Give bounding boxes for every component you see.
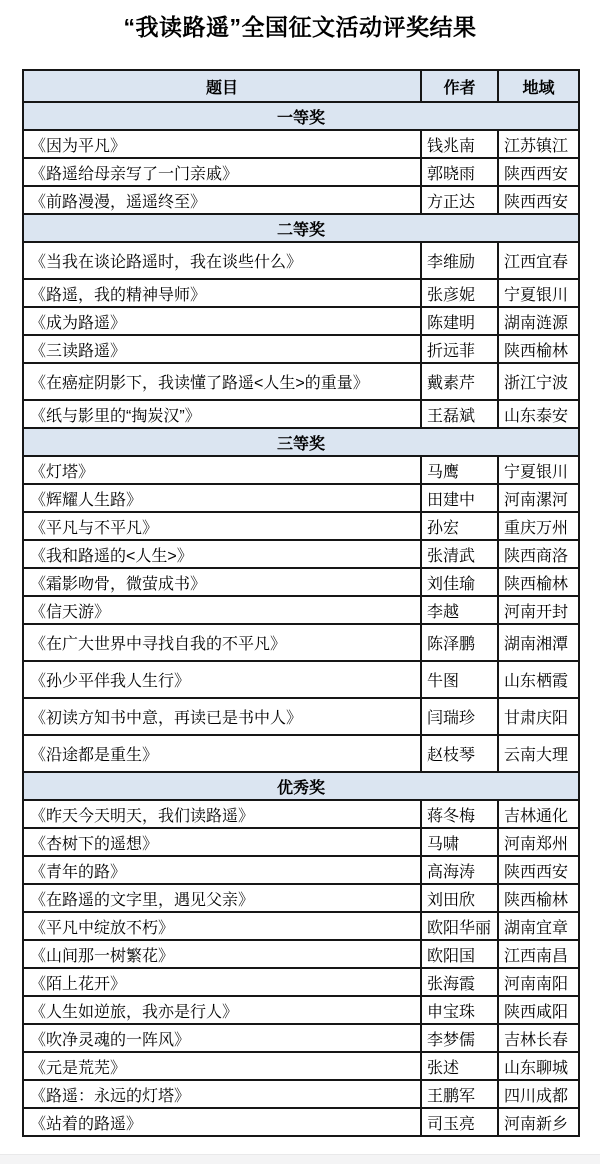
essay-title-cell: 《纸与影里的“掏炭汉”》 <box>23 400 421 428</box>
region-cell: 陕西咸阳 <box>498 996 579 1024</box>
region-cell: 湖南宜章 <box>498 912 579 940</box>
table-row <box>23 456 579 484</box>
table-row <box>23 1024 579 1052</box>
table-row <box>23 335 579 363</box>
essay-title-cell: 《站着的路遥》 <box>23 1108 421 1136</box>
table-row <box>23 484 579 512</box>
table-row <box>23 940 579 968</box>
author-cell: 王磊斌 <box>421 400 498 428</box>
page-bottom-edge <box>0 1154 600 1164</box>
essay-title-cell: 《三读路遥》 <box>23 335 421 363</box>
region-cell: 河南新乡 <box>498 1108 579 1136</box>
table-row <box>23 884 579 912</box>
essay-title-cell: 《沿途都是重生》 <box>23 735 421 772</box>
author-cell: 郭晓雨 <box>421 158 498 186</box>
region-cell: 重庆万州 <box>498 512 579 540</box>
region-cell: 陕西商洛 <box>498 540 579 568</box>
author-cell: 欧阳华丽 <box>421 912 498 940</box>
region-cell: 湖南涟源 <box>498 307 579 335</box>
essay-title-cell: 《当我在谈论路遥时，我在谈些什么》 <box>23 242 421 279</box>
table-row <box>23 242 579 279</box>
author-cell: 张彦妮 <box>421 279 498 307</box>
region-cell: 宁夏银川 <box>498 279 579 307</box>
table-row <box>23 568 579 596</box>
essay-title-cell: 《成为路遥》 <box>23 307 421 335</box>
region-cell: 河南郑州 <box>498 828 579 856</box>
region-cell: 陕西西安 <box>498 158 579 186</box>
essay-title-cell: 《孙少平伴我人生行》 <box>23 661 421 698</box>
author-cell: 王鹏军 <box>421 1080 498 1108</box>
table-row <box>23 800 579 828</box>
essay-title-cell: 《人生如逆旅，我亦是行人》 <box>23 996 421 1024</box>
table-row <box>23 996 579 1024</box>
table-row <box>23 735 579 772</box>
section-header-row <box>23 428 579 456</box>
essay-title-cell: 《平凡中绽放不朽》 <box>23 912 421 940</box>
essay-title-cell: 《前路漫漫，遥遥终至》 <box>23 186 421 214</box>
author-cell: 张清武 <box>421 540 498 568</box>
column-header-title: 题目 <box>23 70 421 102</box>
essay-title-cell: 《路遥给母亲写了一门亲戚》 <box>23 158 421 186</box>
region-cell: 江苏镇江 <box>498 130 579 158</box>
author-cell: 钱兆南 <box>421 130 498 158</box>
author-cell: 陈建明 <box>421 307 498 335</box>
region-cell: 湖南湘潭 <box>498 624 579 661</box>
section-header-row <box>23 214 579 242</box>
section-header-row <box>23 772 579 800</box>
author-cell: 方正达 <box>421 186 498 214</box>
section-header-label: 二等奖 <box>23 214 579 242</box>
essay-title-cell: 《山间那一树繁花》 <box>23 940 421 968</box>
region-cell: 江西南昌 <box>498 940 579 968</box>
section-header-label: 三等奖 <box>23 428 579 456</box>
region-cell: 河南开封 <box>498 596 579 624</box>
region-cell: 陕西榆林 <box>498 568 579 596</box>
author-cell: 戴素芹 <box>421 363 498 400</box>
author-cell: 赵枝琴 <box>421 735 498 772</box>
table-row <box>23 856 579 884</box>
essay-title-cell: 《元是荒芜》 <box>23 1052 421 1080</box>
region-cell: 河南漯河 <box>498 484 579 512</box>
region-cell: 山东栖霞 <box>498 661 579 698</box>
essay-title-cell: 《因为平凡》 <box>23 130 421 158</box>
table-row <box>23 279 579 307</box>
essay-title-cell: 《在路遥的文字里，遇见父亲》 <box>23 884 421 912</box>
author-cell: 田建中 <box>421 484 498 512</box>
region-cell: 陕西西安 <box>498 186 579 214</box>
region-cell: 陕西榆林 <box>498 884 579 912</box>
author-cell: 牛图 <box>421 661 498 698</box>
author-cell: 折远菲 <box>421 335 498 363</box>
table-row <box>23 624 579 661</box>
table-row <box>23 363 579 400</box>
essay-title-cell: 《辉耀人生路》 <box>23 484 421 512</box>
essay-title-cell: 《在广大世界中寻找自我的不平凡》 <box>23 624 421 661</box>
region-cell: 山东泰安 <box>498 400 579 428</box>
author-cell: 蒋冬梅 <box>421 800 498 828</box>
region-cell: 浙江宁波 <box>498 363 579 400</box>
page <box>0 9 600 1164</box>
author-cell: 马鹰 <box>421 456 498 484</box>
table-row <box>23 158 579 186</box>
column-header-author: 作者 <box>421 70 498 102</box>
table-row <box>23 540 579 568</box>
essay-title-cell: 《初读方知书中意，再读已是书中人》 <box>23 698 421 735</box>
region-cell: 河南南阳 <box>498 968 579 996</box>
region-cell: 陕西西安 <box>498 856 579 884</box>
author-cell: 陈泽鹏 <box>421 624 498 661</box>
essay-title-cell: 《路遥，我的精神导师》 <box>23 279 421 307</box>
region-cell: 山东聊城 <box>498 1052 579 1080</box>
table-row <box>23 912 579 940</box>
author-cell: 李越 <box>421 596 498 624</box>
essay-title-cell: 《我和路遥的<人生>》 <box>23 540 421 568</box>
essay-title-cell: 《吹净灵魂的一阵风》 <box>23 1024 421 1052</box>
page-title: “我读路遥”全国征文活动评奖结果 <box>123 14 477 40</box>
author-cell: 司玉亮 <box>421 1108 498 1136</box>
section-header-label: 一等奖 <box>23 102 579 130</box>
table-row <box>23 1052 579 1080</box>
table-row <box>23 1080 579 1108</box>
section-header-label: 优秀奖 <box>23 772 579 800</box>
region-cell: 陕西榆林 <box>498 335 579 363</box>
awards-table <box>22 69 580 1137</box>
table-row <box>23 307 579 335</box>
section-header-row <box>23 102 579 130</box>
author-cell: 孙宏 <box>421 512 498 540</box>
region-cell: 甘肃庆阳 <box>498 698 579 735</box>
essay-title-cell: 《信天游》 <box>23 596 421 624</box>
table-row <box>23 512 579 540</box>
essay-title-cell: 《灯塔》 <box>23 456 421 484</box>
author-cell: 李梦儒 <box>421 1024 498 1052</box>
author-cell: 闫瑞珍 <box>421 698 498 735</box>
essay-title-cell: 《昨天今天明天，我们读路遥》 <box>23 800 421 828</box>
table-header-row <box>23 70 579 102</box>
region-cell: 云南大理 <box>498 735 579 772</box>
region-cell: 四川成都 <box>498 1080 579 1108</box>
table-row <box>23 828 579 856</box>
region-cell: 吉林长春 <box>498 1024 579 1052</box>
author-cell: 刘田欣 <box>421 884 498 912</box>
author-cell: 张述 <box>421 1052 498 1080</box>
author-cell: 张海霞 <box>421 968 498 996</box>
region-cell: 宁夏银川 <box>498 456 579 484</box>
table-row <box>23 1108 579 1136</box>
author-cell: 刘佳瑜 <box>421 568 498 596</box>
table-row <box>23 186 579 214</box>
author-cell: 欧阳国 <box>421 940 498 968</box>
author-cell: 马啸 <box>421 828 498 856</box>
region-cell: 江西宜春 <box>498 242 579 279</box>
table-row <box>23 596 579 624</box>
author-cell: 李维励 <box>421 242 498 279</box>
table-row <box>23 968 579 996</box>
essay-title-cell: 《杏树下的遥想》 <box>23 828 421 856</box>
column-header-region: 地域 <box>498 70 579 102</box>
essay-title-cell: 《陌上花开》 <box>23 968 421 996</box>
table-row <box>23 400 579 428</box>
table-row <box>23 661 579 698</box>
essay-title-cell: 《路遥：永远的灯塔》 <box>23 1080 421 1108</box>
table-row <box>23 130 579 158</box>
author-cell: 申宝珠 <box>421 996 498 1024</box>
essay-title-cell: 《在癌症阴影下，我读懂了路遥<人生>的重量》 <box>23 363 421 400</box>
essay-title-cell: 《平凡与不平凡》 <box>23 512 421 540</box>
author-cell: 高海涛 <box>421 856 498 884</box>
essay-title-cell: 《青年的路》 <box>23 856 421 884</box>
region-cell: 吉林通化 <box>498 800 579 828</box>
essay-title-cell: 《霜影吻骨，微萤成书》 <box>23 568 421 596</box>
table-row <box>23 698 579 735</box>
